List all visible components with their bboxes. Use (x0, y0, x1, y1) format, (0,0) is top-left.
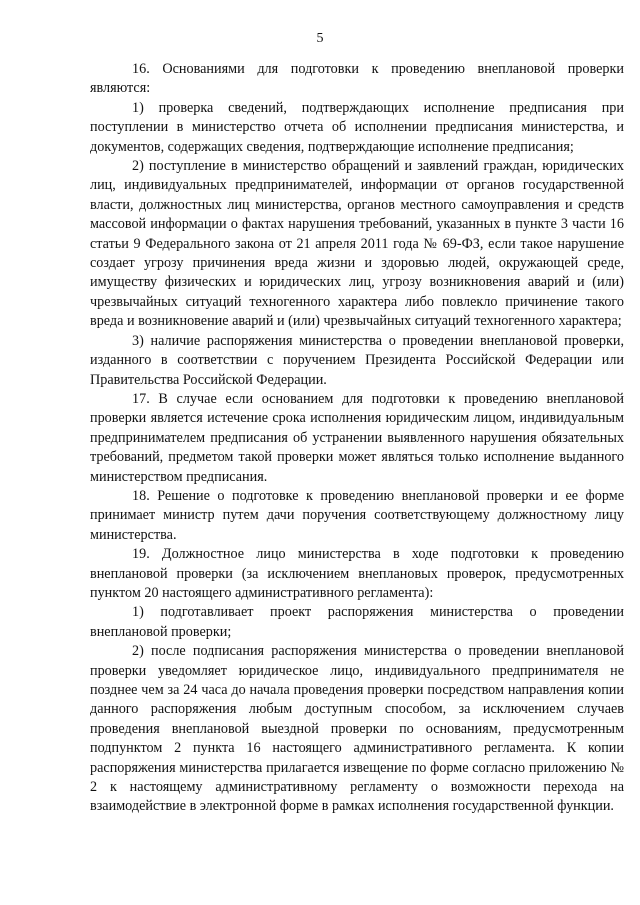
paragraph-19-item-1: 1) подготавливает проект распоряжения министерства о проведении внеплановой проверки; (90, 604, 624, 640)
paragraph-18: 18. Решение о подготовке к проведению внеплановой проверки и ее форме принимает министр путем дачи поручения соответствующему должностному лицу министерства. (90, 487, 624, 543)
paragraph-17: 17. В случае если основанием для подготовки к проведению внеплановой проверки является истечение срока исполнения юридическим лицом, индивидуальным предпринимателем предписания об устранении выявленного нарушения обязательных требований, предметом такой проверки может являться только исполнение выданного министерством предписания. (90, 390, 624, 485)
paragraph-19-heading: 19. Должностное лицо министерства в ходе подготовки к проведению внеплановой проверки (за исключением внеплановых проверок, предусмотренных пунктом 20 настоящего административного регламента): (90, 546, 624, 601)
paragraph-19-item-2: 2) после подписания распоряжения министерства о проведении внеплановой проверки уведомляет юридическое лицо, индивидуального предпринимателя не позднее чем за 24 часа до начала проведения проверки посредством направления копии данного распоряжения любым доступным способом, за исключением случаев проведения внеплановой выездной проверки по основаниям, предусмотренным подпунктом 2 пункта 16 настоящего административного регламента. К копии распоряжения министерства прилагается извещение по форме согласно приложению № 2 к настоящему административному регламенту о возможности перехода на взаимодействие в электронной форме в рамках исполнения государственной функции. (90, 643, 624, 815)
paragraph-16-item-3: 3) наличие распоряжения министерства о проведении внеплановой проверки, изданного в соответствии с поручением Президента Российской Федерации или Правительства Российской Федерации. (90, 332, 624, 388)
paragraph-16-heading: 16. Основаниями для подготовки к проведению внеплановой проверки являются: (90, 61, 624, 97)
page-number: 5 (316, 31, 324, 46)
paragraph-16-item-2: 2) поступление в министерство обращений и заявлений граждан, юридических лиц, индивидуальных предпринимателей, информации от органов государственной власти, должностных лиц министерства, органов местного самоуправления и средств массовой информации о фактах нарушения требований, указанных в пункте 3 части 16 статьи 9 Федерального закона от 21 апреля 2011 года № 69-ФЗ, если такое нарушение создает угрозу причинения вреда жизни и здоровью людей, окружающей среде, имуществу физических и юридических лиц, угрозу возникновения аварий и (или) чрезвычайных ситуаций техногенного характера либо повлекло причинение такого вреда и возникновение аварий и (или) чрезвычайных ситуаций техногенного характера; (90, 158, 624, 330)
document-body (90, 60, 624, 817)
paragraph-16-item-1: 1) проверка сведений, подтверждающих исполнение предписания при поступлении в министерство отчета об исполнении предписания министерства, и документов, содержащих сведения, подтверждающие исполнение предписания; (90, 99, 624, 155)
